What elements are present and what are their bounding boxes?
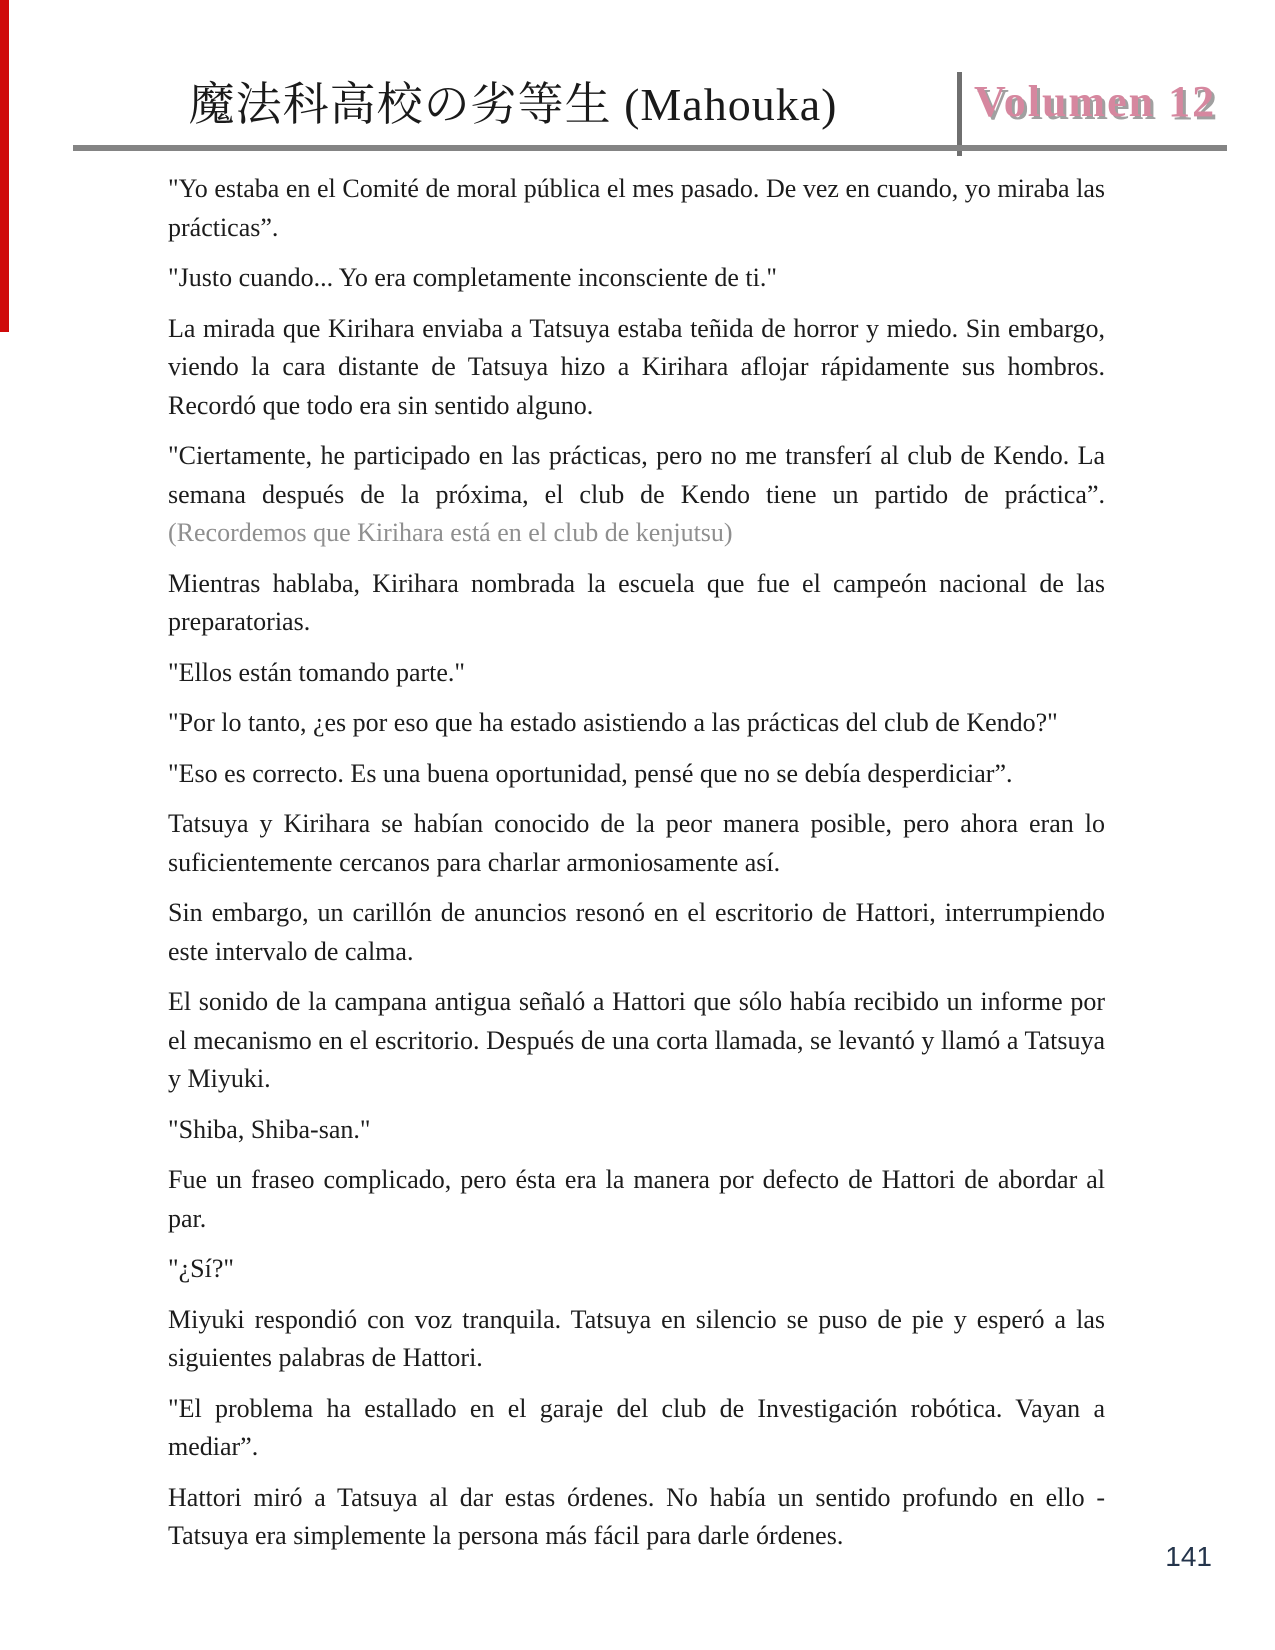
body-text (168, 170, 1105, 1556)
paragraph: "Ciertamente, he participado en las prácticas, pero no me transferí al club de Kendo. La semana después de la próxima, el club de Kendo tiene un partido de práctica”. (Recordemos que Kirihara está en el club de kenjutsu) (168, 441, 1105, 547)
page-header (0, 0, 1275, 160)
header-divider-bar (957, 72, 962, 156)
paragraph: "Eso es correcto. Es una buena oportunidad, pensé que no se debía desperdiciar”. (168, 758, 1013, 788)
paragraph: Miyuki respondió con voz tranquila. Tatsuya en silencio se puso de pie y esperó a las siguientes palabras de Hattori. (168, 1304, 1105, 1372)
header-rule (73, 145, 1227, 151)
paragraph: "Shiba, Shiba-san." (168, 1114, 371, 1144)
paragraph: La mirada que Kirihara enviaba a Tatsuya estaba teñida de horror y miedo. Sin embargo, viendo la cara distante de Tatsuya hizo a Kirihara aflojar rápidamente sus hombros. Recordó que todo era sin sentido alguno. (168, 313, 1105, 420)
paragraph: Tatsuya y Kirihara se habían conocido de la peor manera posible, pero ahora eran lo suficientemente cercanos para charlar armoniosamente así. (168, 809, 1105, 877)
paragraph: Fue un fraseo complicado, pero ésta era la manera por defecto de Hattori de abordar al par. (168, 1165, 1105, 1233)
paragraph: "¿Sí?" (168, 1254, 234, 1283)
paragraph: "Justo cuando... Yo era completamente inconsciente de ti." (168, 263, 777, 292)
volume-label: Volumen 12 (974, 77, 1217, 126)
paragraph: Mientras hablaba, Kirihara nombrada la escuela que fue el campeón nacional de las preparatorias. (168, 568, 1105, 636)
paragraph: El sonido de la campana antigua señaló a Hattori que sólo había recibido un informe por el mecanismo en el escritorio. Después de una corta llamada, se levantó y llamó a Tatsuya y Miyuki. (168, 987, 1105, 1093)
paragraph: Sin embargo, un carillón de anuncios resonó en el escritorio de Hattori, interrumpiendo este intervalo de calma. (168, 898, 1105, 966)
paragraph: "Ellos están tomando parte." (168, 657, 466, 687)
paragraph: "El problema ha estallado en el garaje del club de Investigación robótica. Vayan a mediar”. (168, 1393, 1105, 1461)
paragraph: "Por lo tanto, ¿es por eso que ha estado asistiendo a las prácticas del club de Kendo?" (168, 708, 1058, 737)
paragraph: "Yo estaba en el Comité de moral pública el mes pasado. De vez en cuando, yo miraba las prácticas”. (168, 174, 1105, 242)
page-title: 魔法科高校の劣等生 (Mahouka) (188, 79, 838, 130)
page-number: 141 (1165, 1541, 1212, 1572)
paragraph: Hattori miró a Tatsuya al dar estas órdenes. No había un sentido profundo en ello - Tatsuya era simplemente la persona más fácil para darle órdenes. (168, 1482, 1105, 1550)
translator-note: (Recordemos que Kirihara está en el club de kenjutsu) (168, 518, 733, 547)
